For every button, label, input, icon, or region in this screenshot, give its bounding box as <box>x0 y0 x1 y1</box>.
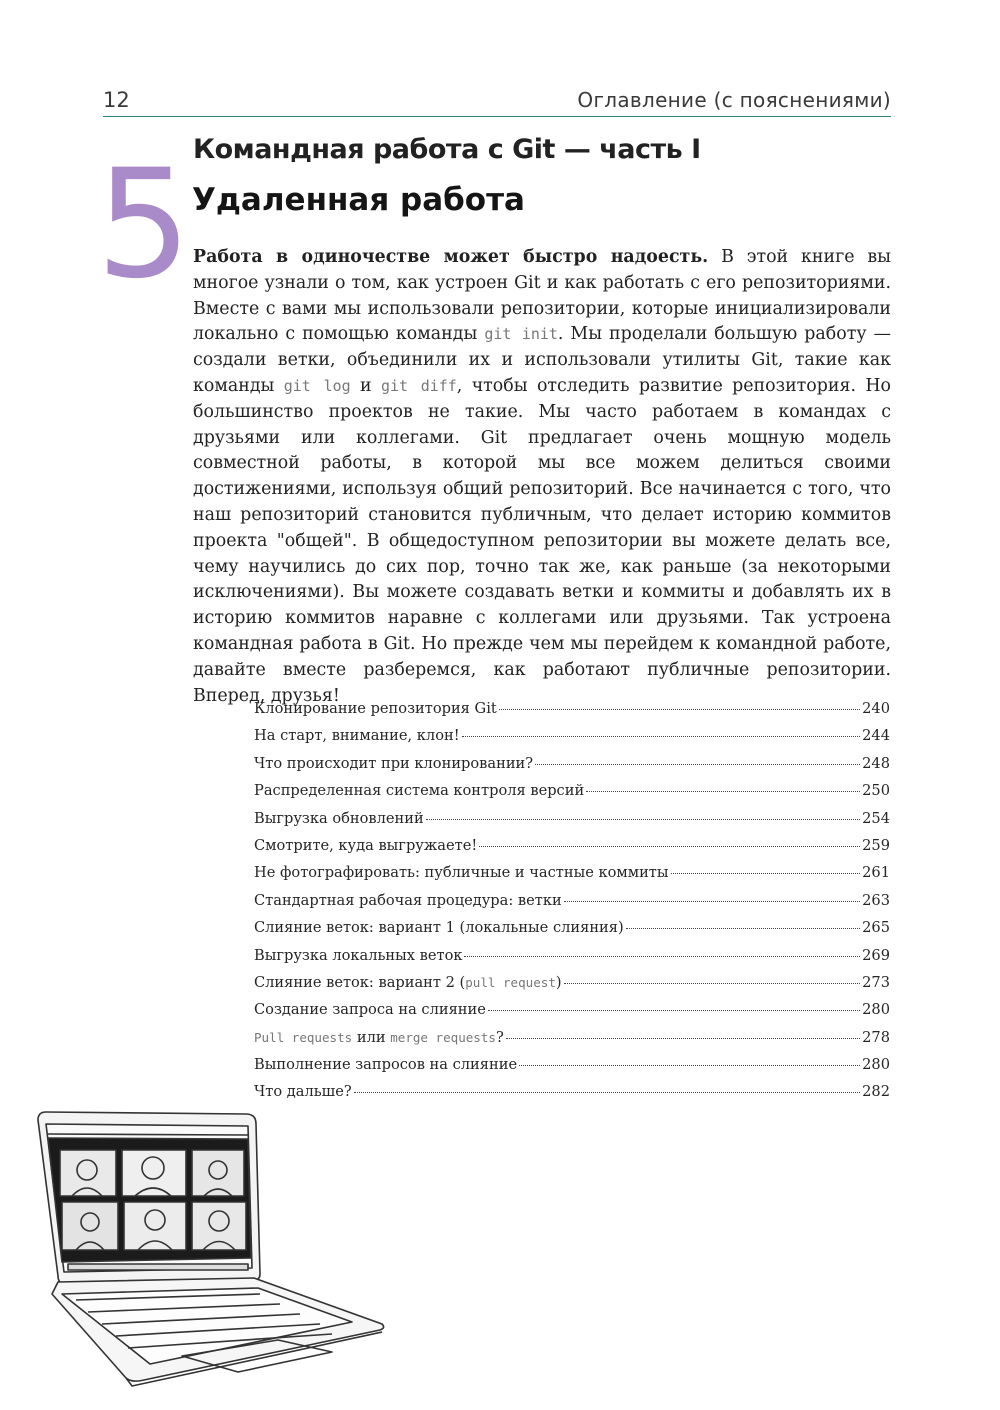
toc-entry-title: Клонирование репозитория Git <box>254 700 497 717</box>
toc-leader-dots <box>519 1065 860 1066</box>
toc-entry[interactable] <box>254 782 890 809</box>
toc-entry-title: Выгрузка локальных веток <box>254 946 463 964</box>
toc-entry-page: 250 <box>862 782 890 800</box>
toc-leader-dots <box>671 873 861 874</box>
toc-entry-page: 282 <box>862 1083 890 1101</box>
toc-leader-dots <box>488 1010 860 1011</box>
toc-entry-title: Выполнение запросов на слияние <box>254 1056 518 1074</box>
toc-entry[interactable] <box>254 1001 890 1028</box>
toc-leader-dots <box>462 736 861 737</box>
toc-title-part: Слияние веток: вариант 2 ( <box>254 973 466 991</box>
toc-entry[interactable] <box>254 892 890 919</box>
toc-leader-dots <box>464 956 860 957</box>
toc-leader-dots <box>586 791 860 792</box>
toc-entry-page: 269 <box>862 946 890 964</box>
toc-entry[interactable] <box>254 810 890 837</box>
toc-entry[interactable] <box>254 755 890 782</box>
toc-entry[interactable] <box>254 1029 890 1056</box>
toc-entry-title <box>254 1029 504 1046</box>
toc-entry-page: 273 <box>862 973 890 991</box>
toc-title-code: Pull requests <box>254 1029 353 1045</box>
toc-entry[interactable] <box>254 700 890 727</box>
toc-leader-dots <box>626 928 860 929</box>
toc-entry[interactable] <box>254 864 890 891</box>
code-git-diff: git diff <box>380 376 457 395</box>
chapter-kicker: Командная работа с Git — часть I <box>193 134 701 165</box>
chapter-number: 5 <box>96 138 192 312</box>
toc-entry-page: 244 <box>862 727 890 745</box>
toc-entry-title: На старт, внимание, клон! <box>254 727 460 745</box>
toc-entry-page: 278 <box>862 1028 890 1046</box>
toc-entry-page: 261 <box>862 864 890 882</box>
toc-entry-title: Не фотографировать: публичные и частные коммиты <box>254 864 669 882</box>
toc-title-part: или <box>352 1028 391 1046</box>
table-of-contents <box>254 700 890 1111</box>
toc-leader-dots <box>479 846 860 847</box>
page-header <box>103 86 891 117</box>
toc-entry[interactable] <box>254 837 890 864</box>
running-title: Оглавление (с пояснениями) <box>577 88 891 112</box>
toc-entry-title: Распределенная система контроля версий <box>254 782 585 800</box>
toc-entry[interactable] <box>254 947 890 974</box>
toc-entry[interactable] <box>254 919 890 946</box>
intro-text: В этой книге вы многое узнали о том, как устроен Git и как работать с его репозиториями. Вместе с вами мы использовали репозитории, которые инициализировали локально с помощью команды <box>193 247 892 345</box>
toc-entry-title: Слияние веток: вариант 1 (локальные слияния) <box>254 919 624 937</box>
code-git-init: git init <box>484 325 558 344</box>
toc-entry-title: Смотрите, куда выгружаете! <box>254 836 478 854</box>
toc-entry-title: Что происходит при клонировании? <box>254 754 534 772</box>
toc-entry[interactable] <box>254 727 890 754</box>
intro-text: , чтобы отследить развитие репозитория. Но большинство проектов не такие. Мы часто работаем в командах с друзьями или коллегами. Git предлагает очень мощную модель совместной работы, в которой мы все можем делиться своими достижениями, используя общий репозиторий. Все начинается с того, что наш репозиторий становится публичным, что делает историю коммитов проекта "общей". В общедоступном репозитории вы можете делать все, чему научились до сих пор, точно так же, как раньше (за некоторыми исключениями). Вы можете создавать ветки и коммиты и добавлять их в историю коммитов наравне с коллегами или друзьями. Так устроена командная работа в Git. Но прежде чем мы перейдем к командной работе, давайте вместе разберемся, как работают публичные репозитории. Вперед, друзья! <box>193 375 891 706</box>
toc-title-part: ) <box>555 973 562 991</box>
toc-leader-dots <box>354 1092 860 1093</box>
intro-text: . Мы проделали большую работу — создали ветки, объединили их и использовали утилиты Git, такие как команды <box>193 324 891 396</box>
toc-entry[interactable] <box>254 1083 890 1110</box>
toc-entry-page: 254 <box>862 809 890 827</box>
intro-lead: Работа в одиночестве может быстро надоесть. <box>193 247 709 267</box>
toc-leader-dots <box>506 1038 860 1039</box>
toc-leader-dots <box>535 764 860 765</box>
toc-entry-title: Выгрузка обновлений <box>254 809 424 827</box>
toc-entry-page: 240 <box>862 700 890 717</box>
laptop-video-call-illustration <box>32 1108 388 1390</box>
toc-title-part: ? <box>495 1028 504 1046</box>
toc-entry-page: 280 <box>862 1056 890 1074</box>
chapter-title: Удаленная работа <box>192 182 525 218</box>
toc-leader-dots <box>564 901 860 902</box>
page-number: 12 <box>103 88 130 112</box>
toc-leader-dots <box>426 819 860 820</box>
toc-entry-title: Создание запроса на слияние <box>254 1001 486 1019</box>
toc-entry-page: 248 <box>862 754 890 772</box>
toc-entry-page: 280 <box>862 1001 890 1019</box>
toc-title-code: pull request <box>465 974 556 990</box>
toc-entry[interactable] <box>254 1056 890 1083</box>
toc-leader-dots <box>564 983 861 984</box>
toc-entry-title: Стандартная рабочая процедура: ветки <box>254 891 562 909</box>
toc-entry-title <box>254 974 562 991</box>
toc-entry[interactable] <box>254 974 890 1001</box>
toc-entry-page: 265 <box>862 919 890 937</box>
toc-leader-dots <box>499 709 860 710</box>
toc-title-code: merge requests <box>390 1029 496 1045</box>
intro-paragraph <box>193 245 891 709</box>
toc-entry-page: 259 <box>862 836 890 854</box>
toc-entry-title: Что дальше? <box>254 1083 352 1101</box>
toc-entry-page: 263 <box>862 891 890 909</box>
intro-text: и <box>350 375 381 396</box>
code-git-log: git log <box>283 376 351 395</box>
